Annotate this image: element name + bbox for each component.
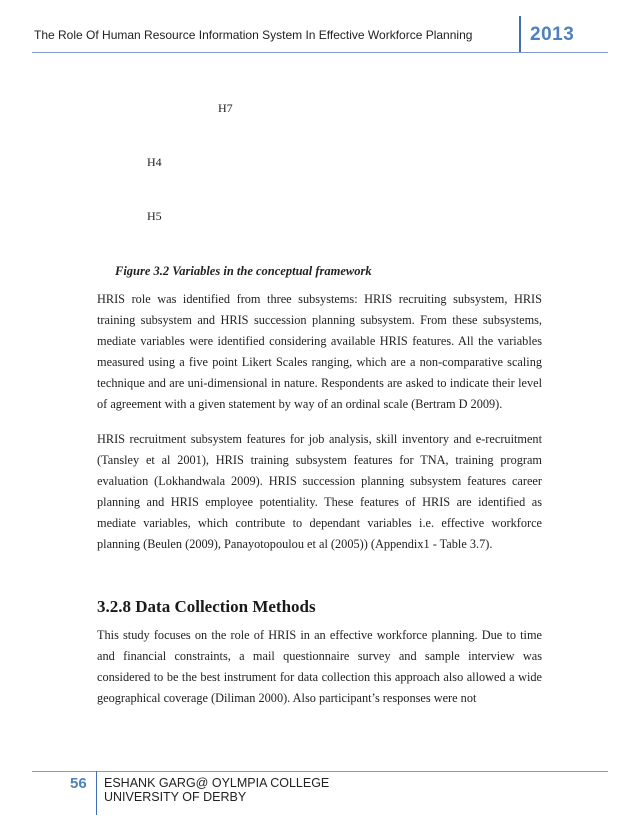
page-header: [0, 0, 638, 56]
footer-line-author: ESHANK GARG@ OYLMPIA COLLEGE: [104, 776, 330, 790]
hypothesis-label-h5: H5: [147, 209, 162, 223]
footer-divider: [96, 771, 97, 815]
footer-author: [104, 776, 329, 804]
hypothesis-label-h7: H7: [218, 101, 233, 115]
body-paragraph-hris-role: HRIS role was identified from three subsystems: HRIS recruiting subsystem, HRIS training subsystem and HRIS succession planning subsystem. From these subsystems, mediate variables were identified considering available HRIS features. All the variables measured using a five point Likert Scales ranging, which are a non-comparative scaling technique and are uni-dimensional in nature. Respondents are asked to indicate their level of agreement with a given statement by way of an ordinal scale (Bertram D 2009).: [97, 292, 542, 411]
figure-caption: Figure 3.2 Variables in the conceptual framework: [115, 264, 372, 278]
hypothesis-label-h4: H4: [147, 155, 162, 169]
footer-rule: [32, 771, 608, 772]
body-paragraph-hris-features: HRIS recruitment subsystem features for job analysis, skill inventory and e-recruitment (Tansley et al 2001), HRIS training subsystem features for TNA, training program evaluation (Lokhandwala 2009). HRIS succession planning subsystem features career planning and HRIS employee potentiality. These features of HRIS are identified as mediate variables, which contribute to dependant variables i.e. effective workforce planning (Beulen (2009), Panayotopoulou et al (2005)) (Appendix1 - Table 3.7).: [97, 432, 542, 551]
header-divider: [519, 16, 521, 52]
body-paragraph-data-collection: This study focuses on the role of HRIS in an effective workforce planning. Due to time and financial constraints, a mail questionnaire survey and sample interview was considered to be the best instrument for data collection this approach also allowed a wide geographical coverage (Diliman 2000). Also participant’s responses were not: [97, 628, 542, 705]
header-title: The Role Of Human Resource Information System In Effective Workforce Planning: [34, 28, 473, 42]
page-number: 56: [70, 775, 87, 792]
section-heading: 3.2.8 Data Collection Methods: [97, 597, 316, 616]
header-rule: [32, 52, 608, 53]
footer-line-university: UNIVERSITY OF DERBY: [104, 790, 247, 804]
header-year: 2013: [530, 24, 575, 45]
